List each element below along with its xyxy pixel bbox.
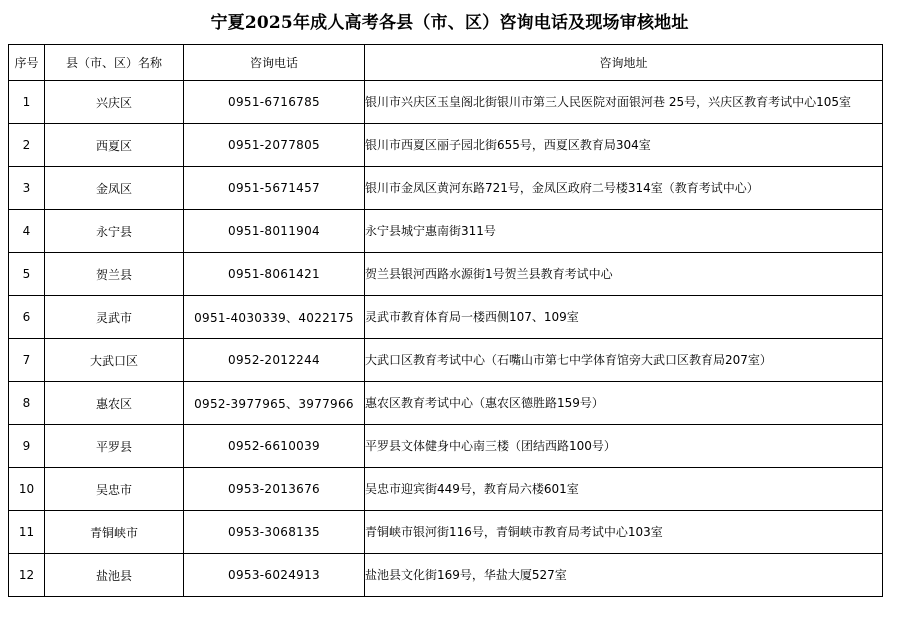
phone-number: 0953-2013676	[184, 468, 365, 511]
contact-table	[8, 44, 883, 597]
row-number: 11	[9, 511, 45, 554]
row-number: 3	[9, 167, 45, 210]
county-name: 兴庆区	[45, 81, 184, 124]
row-number: 4	[9, 210, 45, 253]
phone-number: 0953-3068135	[184, 511, 365, 554]
address: 银川市兴庆区玉皇阁北街银川市第三人民医院对面银河巷 25号，兴庆区教育考试中心105室	[365, 81, 883, 124]
phone-number: 0951-2077805	[184, 124, 365, 167]
county-name: 贺兰县	[45, 253, 184, 296]
address: 银川市西夏区丽子园北街655号，西夏区教育局304室	[365, 124, 883, 167]
address: 大武口区教育考试中心（石嘴山市第七中学体育馆旁大武口区教育局207室）	[365, 339, 883, 382]
table-row	[9, 167, 883, 210]
phone-number: 0952-6610039	[184, 425, 365, 468]
table-row	[9, 554, 883, 597]
table-row	[9, 511, 883, 554]
county-name: 平罗县	[45, 425, 184, 468]
table-row	[9, 425, 883, 468]
row-number: 5	[9, 253, 45, 296]
county-name: 金凤区	[45, 167, 184, 210]
table-row	[9, 296, 883, 339]
row-number: 6	[9, 296, 45, 339]
address: 盐池县文化街169号，华盐大厦527室	[365, 554, 883, 597]
county-name: 惠农区	[45, 382, 184, 425]
header-county: 县（市、区）名称	[45, 45, 184, 81]
header-phone: 咨询电话	[184, 45, 365, 81]
header-num: 序号	[9, 45, 45, 81]
table-row	[9, 124, 883, 167]
address: 灵武市教育体育局一楼西侧107、109室	[365, 296, 883, 339]
table-body	[9, 81, 883, 597]
phone-number: 0953-6024913	[184, 554, 365, 597]
county-name: 盐池县	[45, 554, 184, 597]
phone-number: 0951-4030339、4022175	[184, 296, 365, 339]
row-number: 10	[9, 468, 45, 511]
phone-number: 0951-6716785	[184, 81, 365, 124]
phone-number: 0951-5671457	[184, 167, 365, 210]
county-name: 永宁县	[45, 210, 184, 253]
phone-number: 0952-2012244	[184, 339, 365, 382]
address: 青铜峡市银河街116号，青铜峡市教育局考试中心103室	[365, 511, 883, 554]
county-name: 西夏区	[45, 124, 184, 167]
header-row	[9, 45, 883, 81]
address: 永宁县城宁惠南街311号	[365, 210, 883, 253]
table-row	[9, 468, 883, 511]
row-number: 2	[9, 124, 45, 167]
phone-number: 0952-3977965、3977966	[184, 382, 365, 425]
row-number: 8	[9, 382, 45, 425]
row-number: 7	[9, 339, 45, 382]
address: 贺兰县银河西路水源街1号贺兰县教育考试中心	[365, 253, 883, 296]
address: 银川市金凤区黄河东路721号，金凤区政府二号楼314室（教育考试中心）	[365, 167, 883, 210]
row-number: 12	[9, 554, 45, 597]
address: 吴忠市迎宾街449号，教育局六楼601室	[365, 468, 883, 511]
row-number: 9	[9, 425, 45, 468]
county-name: 大武口区	[45, 339, 184, 382]
county-name: 吴忠市	[45, 468, 184, 511]
table-row	[9, 339, 883, 382]
row-number: 1	[9, 81, 45, 124]
county-name: 灵武市	[45, 296, 184, 339]
table-row	[9, 253, 883, 296]
address: 平罗县文体健身中心南三楼（团结西路100号）	[365, 425, 883, 468]
phone-number: 0951-8011904	[184, 210, 365, 253]
table-row	[9, 382, 883, 425]
table-row	[9, 210, 883, 253]
phone-number: 0951-8061421	[184, 253, 365, 296]
table-row	[9, 81, 883, 124]
county-name: 青铜峡市	[45, 511, 184, 554]
address: 惠农区教育考试中心（惠农区德胜路159号）	[365, 382, 883, 425]
page-title: 宁夏2025年成人高考各县（市、区）咨询电话及现场审核地址	[210, 13, 689, 33]
header-address: 咨询地址	[365, 45, 883, 81]
